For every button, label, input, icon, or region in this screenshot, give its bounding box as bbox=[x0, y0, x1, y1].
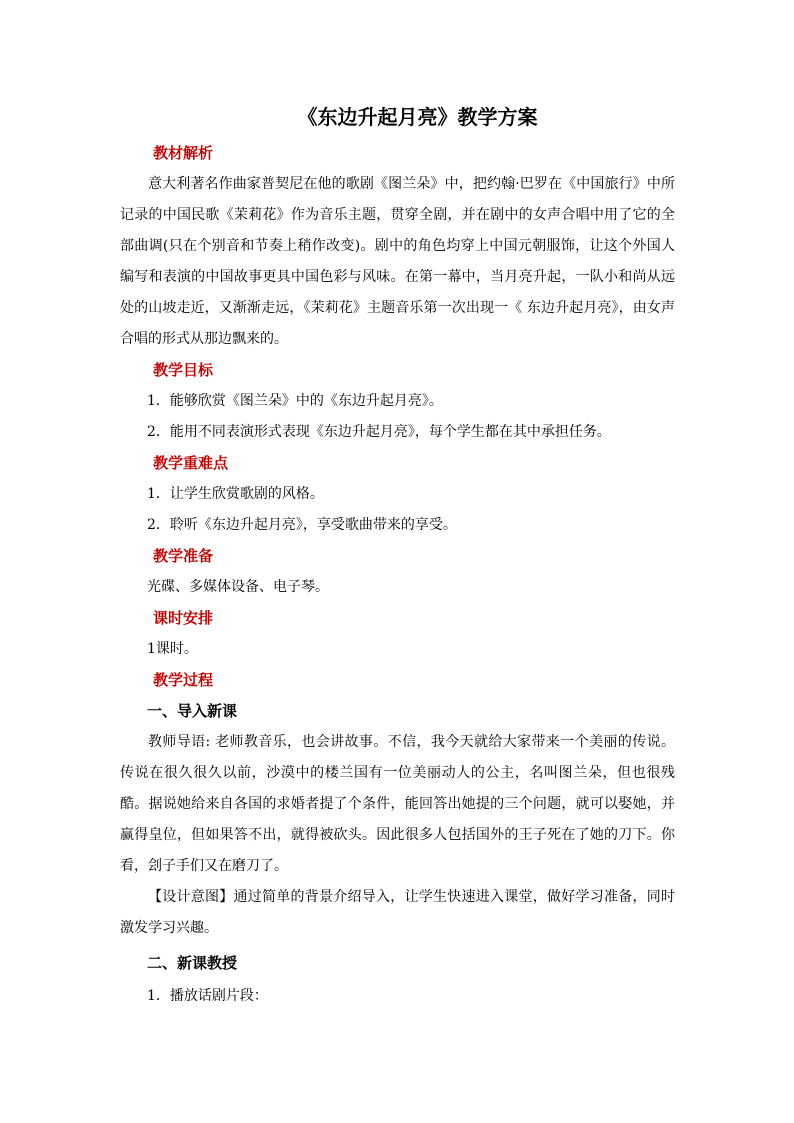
subsection-heading-intro: 一、导入新课 bbox=[147, 702, 238, 720]
subsection-heading-new-lesson: 二、新课教授 bbox=[147, 954, 238, 972]
goal-item-2: 2．能用不同表演形式表现《东边升起月亮》，每个学生都在其中承担任务。 bbox=[147, 424, 611, 440]
key-point-item-1: 1．让学生欣赏歌剧的风格。 bbox=[147, 486, 324, 502]
section-heading-preparation: 教学准备 bbox=[153, 547, 214, 565]
preparation-text: 光碟、多媒体设备、电子琴。 bbox=[147, 579, 329, 595]
intro-paragraph: 教师导语: 老师教音乐，也会讲故事。不信，我今天就给大家带来一个美丽的传说。传说在很久很久以前，沙漠中的楼兰国有一位美丽动人的公主，名叫图兰朵，但也很残酷。据说她给来自各国的求婚者提了个条件，能回答出她提的三个问题，就可以娶她，并赢得皇位，但如果答不出，就得被砍头。因此很多人包括国外的王子死在了她的刀下。你看，刽子手们又在磨刀了。 bbox=[120, 734, 675, 874]
document-page bbox=[120, 100, 675, 1012]
section-heading-process: 教学过程 bbox=[153, 671, 214, 689]
key-point-item-2: 2．聆听《东边升起月亮》，享受歌曲带来的享受。 bbox=[147, 517, 457, 533]
design-note-paragraph: 【设计意图】通过简单的背景介绍导入，让学生快速进入课堂，做好学习准备，同时激发学习兴趣。 bbox=[120, 889, 675, 936]
analysis-paragraph: 意大利著名作曲家普契尼在他的歌剧《图兰朵》中，把约翰·巴罗在《中国旅行》中所记录的中国民歌《茉莉花》作为音乐主题，贯穿全剧，并在剧中的女声合唱中用了它的全部曲调(只在个别音和节奏上稍作改变)。剧中的角色均穿上中国元朝服饰，让这个外国人编写和表演的中国故事更具中国色彩与风味。在第一幕中，当月亮升起，一队小和尚从远处的山坡走近，又渐渐走远，《茉莉花》主题音乐第一次出现一《 东边升起月亮》，由女声合唱的形式从那边飘来的。 bbox=[120, 176, 675, 347]
section-heading-key-points: 教学重难点 bbox=[153, 454, 229, 472]
new-lesson-step-1: 1．播放话剧片段： bbox=[147, 988, 268, 1004]
schedule-text: 1课时。 bbox=[147, 641, 198, 657]
goal-item-1: 1．能够欣赏《图兰朵》中的《东边升起月亮》。 bbox=[147, 393, 443, 409]
section-heading-goals: 教学目标 bbox=[153, 361, 214, 379]
document-title: 《东边升起月亮》教学方案 bbox=[297, 105, 538, 129]
section-heading-schedule: 课时安排 bbox=[153, 609, 214, 627]
section-heading-analysis: 教材解析 bbox=[153, 144, 214, 162]
